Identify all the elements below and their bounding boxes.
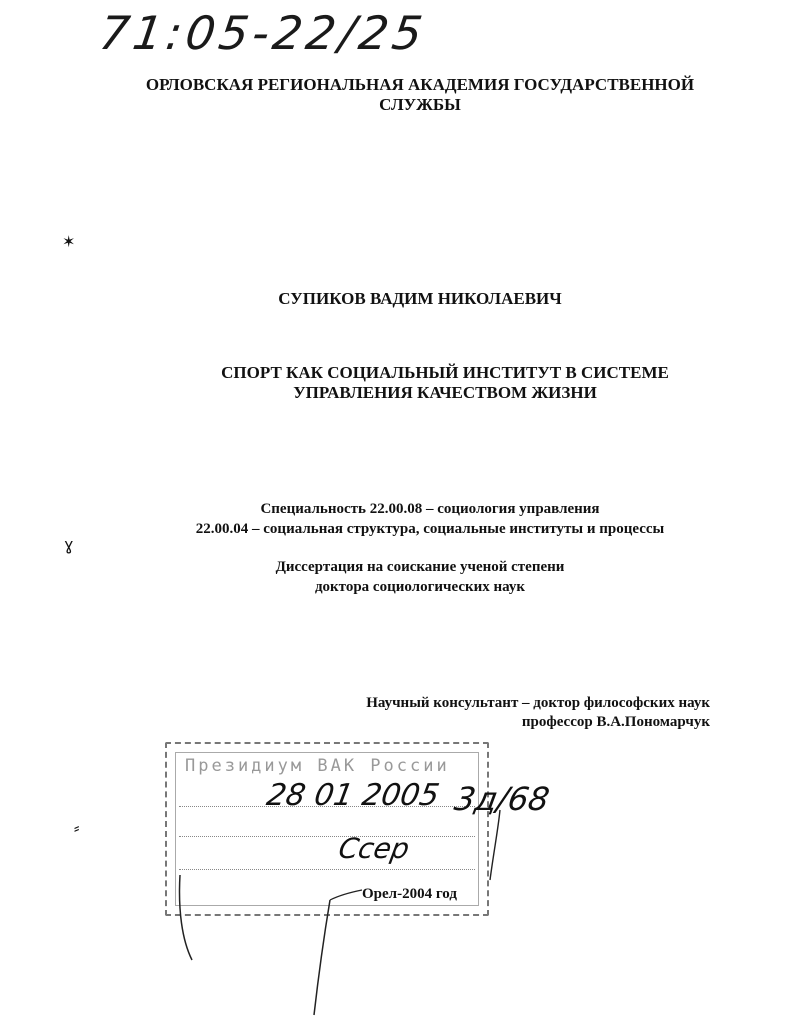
- signature-stroke: [330, 890, 362, 900]
- title-line-1: СПОРТ КАК СОЦИАЛЬНЫЙ ИНСТИТУТ В СИСТЕМЕ: [221, 363, 669, 382]
- stamp-handwritten-date: 28 01 2005: [263, 778, 442, 813]
- consultant-line-2: профессор В.А.Пономарчук: [521, 714, 710, 730]
- consultant-line-1: Научный консультант – доктор философских наук: [366, 695, 710, 711]
- signature-stroke: [490, 810, 500, 880]
- margin-mark-bottom: ⸗: [74, 818, 80, 837]
- author-name: СУПИКОВ ВАДИМ НИКОЛАЕВИЧ: [278, 289, 562, 308]
- signature-stroke: [180, 875, 193, 960]
- specialty-line-2: 22.00.04 – социальная структура, социальные институты и процессы: [195, 521, 665, 537]
- stamp-handwritten-signature: Ссер: [336, 832, 412, 865]
- margin-mark-top: ✶: [62, 232, 76, 251]
- degree-line-2: доктора социологических наук: [314, 579, 526, 595]
- specialty-line-1: Специальность 22.00.08 – социология управления: [260, 501, 600, 517]
- academy-name-line-2: СЛУЖБЫ: [379, 95, 461, 114]
- city-and-year: Орел-2004 год: [362, 886, 457, 902]
- degree-line-1: Диссертация на соискание ученой степени: [275, 559, 565, 575]
- title-line-2: УПРАВЛЕНИЯ КАЧЕСТВОМ ЖИЗНИ: [293, 383, 597, 402]
- stamp-handwritten-number: 3д/68: [451, 780, 553, 818]
- stamp-header: Президиум ВАК России: [185, 756, 450, 776]
- margin-mark-middle: ɣ: [64, 535, 74, 554]
- signature-stroke: [314, 900, 330, 1015]
- handwritten-registration-code: 71:05-22/25: [96, 6, 430, 60]
- academy-name-line-1: ОРЛОВСКАЯ РЕГИОНАЛЬНАЯ АКАДЕМИЯ ГОСУДАРСТВЕННОЙ: [145, 75, 695, 94]
